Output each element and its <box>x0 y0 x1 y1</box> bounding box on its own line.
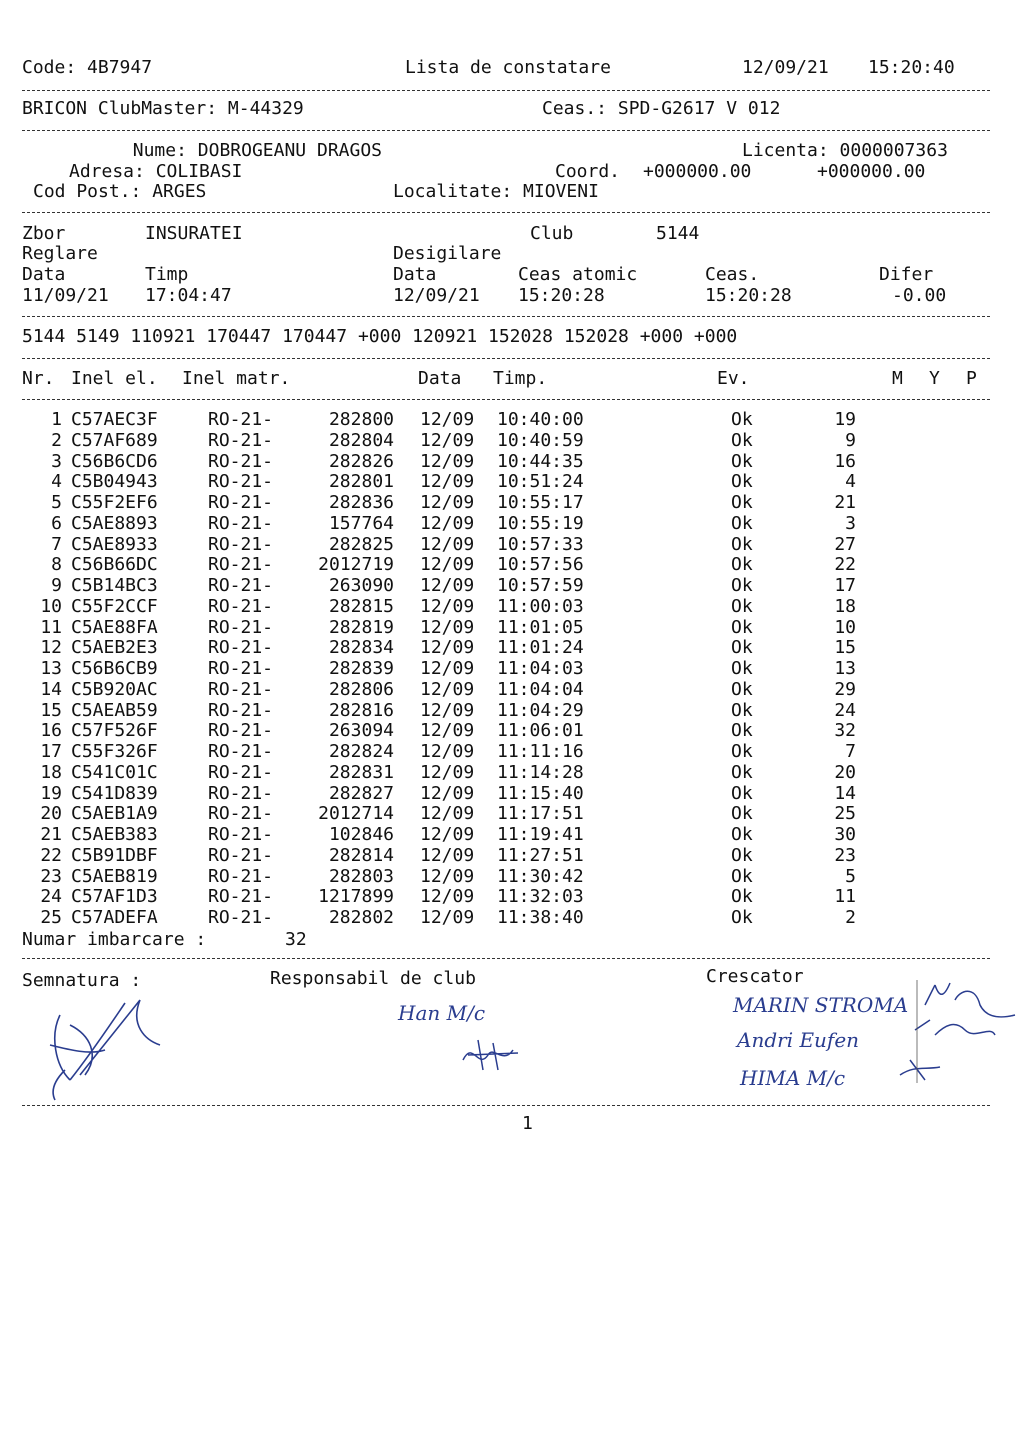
sequence-value: 15 <box>834 637 856 659</box>
arrival-date: 12/09 <box>420 471 475 493</box>
arrival-date: 12/09 <box>420 782 475 804</box>
arrival-date: 12/09 <box>420 492 475 513</box>
ring-number: 282839 <box>328 658 394 679</box>
ring-electronic: C57AF1D3 <box>71 886 158 908</box>
arrival-time: 11:15:40 <box>497 782 584 804</box>
ring-number: 282819 <box>328 616 394 638</box>
col-inel-matr: Inel matr. <box>182 368 291 389</box>
row-number: 4 <box>51 471 62 493</box>
ring-number: 282824 <box>328 741 394 762</box>
ring-prefix: RO-21- <box>208 678 274 700</box>
ring-electronic: C57AF689 <box>71 429 158 451</box>
row-number: 2 <box>51 429 62 451</box>
ring-electronic: C57F526F <box>71 720 158 742</box>
col-p: P <box>966 368 977 389</box>
arrival-time: 11:14:28 <box>497 761 584 783</box>
ring-number: 282834 <box>328 637 394 659</box>
breeder-signature-scribble <box>895 975 1020 1085</box>
ring-prefix: RO-21- <box>208 803 274 825</box>
event-status: Ok <box>731 637 753 659</box>
ring-prefix: RO-21- <box>208 699 274 721</box>
arrival-time: 11:06:01 <box>497 720 584 742</box>
document-time: 15:20:40 <box>868 57 955 78</box>
table-row <box>0 576 1024 597</box>
coord-y: +000000.00 <box>817 161 926 182</box>
clock-time: 15:20:28 <box>705 285 792 306</box>
col-timp: Timp. <box>493 368 548 389</box>
header-data: Data <box>22 264 66 285</box>
zbor-label: Zbor <box>22 223 66 244</box>
table-row <box>0 784 1024 805</box>
coord-label: Coord. <box>555 161 621 182</box>
clock-id: Ceas.: SPD-G2617 V 012 <box>542 98 781 119</box>
ring-prefix: RO-21- <box>208 886 274 908</box>
ring-number: 102846 <box>328 824 394 845</box>
event-status: Ok <box>731 886 753 908</box>
event-status: Ok <box>731 678 753 700</box>
ring-number: 282804 <box>328 429 394 451</box>
ring-electronic: C5B14BC3 <box>71 575 158 596</box>
boarding-label: Numar imbarcare : <box>22 929 207 950</box>
arrival-date: 12/09 <box>420 409 475 430</box>
event-status: Ok <box>731 409 753 430</box>
ring-number: 282827 <box>328 782 394 804</box>
table-row <box>0 867 1024 888</box>
arrival-date: 12/09 <box>420 678 475 700</box>
reglare-date: 11/09/21 <box>22 285 109 306</box>
ring-electronic: C5AE8893 <box>71 512 158 534</box>
club-value: 5144 <box>656 223 700 244</box>
arrival-time: 11:17:51 <box>497 803 584 825</box>
ring-number: 2012719 <box>318 554 394 576</box>
ring-prefix: RO-21- <box>208 533 274 555</box>
event-status: Ok <box>731 595 753 617</box>
row-number: 1 <box>51 409 62 430</box>
ring-electronic: C57AEC3F <box>71 409 158 430</box>
reglare-time: 17:04:47 <box>145 285 232 306</box>
row-number: 21 <box>40 824 62 845</box>
sequence-value: 11 <box>834 886 856 908</box>
responsible-label: Responsabil de club <box>270 968 476 989</box>
table-row <box>0 742 1024 763</box>
event-status: Ok <box>731 554 753 576</box>
ring-electronic: C5AEB2E3 <box>71 637 158 659</box>
ring-number: 282814 <box>328 844 394 866</box>
ring-number: 263094 <box>328 720 394 742</box>
table-row <box>0 887 1024 908</box>
ring-electronic: C5B04943 <box>71 471 158 493</box>
row-number: 15 <box>40 699 62 721</box>
ring-number: 282826 <box>328 450 394 472</box>
club-system: BRICON ClubMaster: M-44329 <box>22 98 304 119</box>
ring-number: 157764 <box>328 512 394 534</box>
signature-label: Semnatura : <box>22 970 142 991</box>
reglare-label: Reglare <box>22 243 98 264</box>
arrival-time: 10:40:59 <box>497 429 584 451</box>
row-number: 20 <box>40 803 62 825</box>
ring-number: 282836 <box>328 492 394 513</box>
ring-number: 2012714 <box>318 803 394 825</box>
arrival-date: 12/09 <box>420 429 475 451</box>
ring-electronic: C541D839 <box>71 782 158 804</box>
ring-electronic: C56B66DC <box>71 554 158 576</box>
sequence-value: 4 <box>845 471 856 493</box>
event-status: Ok <box>731 844 753 866</box>
ring-prefix: RO-21- <box>208 720 274 742</box>
ring-prefix: RO-21- <box>208 429 274 451</box>
table-row <box>0 535 1024 556</box>
row-number: 23 <box>40 865 62 887</box>
table-row <box>0 431 1024 452</box>
sequence-value: 23 <box>834 844 856 866</box>
arrival-date: 12/09 <box>420 761 475 783</box>
event-status: Ok <box>731 720 753 742</box>
ring-number: 282831 <box>328 761 394 783</box>
ring-electronic: C5AEB383 <box>71 824 158 845</box>
separator <box>22 399 990 400</box>
row-number: 3 <box>51 450 62 472</box>
header-timp: Timp <box>145 264 189 285</box>
ring-number: 1217899 <box>318 886 394 908</box>
event-status: Ok <box>731 761 753 783</box>
ring-prefix: RO-21- <box>208 637 274 659</box>
sequence-value: 17 <box>834 575 856 596</box>
ring-electronic: C5AEB819 <box>71 865 158 887</box>
row-number: 13 <box>40 658 62 679</box>
sequence-value: 10 <box>834 616 856 638</box>
col-nr: Nr. <box>22 368 55 389</box>
event-status: Ok <box>731 533 753 555</box>
arrival-date: 12/09 <box>420 616 475 638</box>
arrival-time: 10:44:35 <box>497 450 584 472</box>
arrival-date: 12/09 <box>420 699 475 721</box>
row-number: 22 <box>40 844 62 866</box>
arrival-time: 11:01:05 <box>497 616 584 638</box>
table-row <box>0 452 1024 473</box>
arrival-time: 11:19:41 <box>497 824 584 845</box>
arrival-date: 12/09 <box>420 803 475 825</box>
ring-prefix: RO-21- <box>208 616 274 638</box>
ring-electronic: C541C01C <box>71 761 158 783</box>
document-date: 12/09/21 <box>742 57 829 78</box>
table-row <box>0 514 1024 535</box>
table-row <box>0 618 1024 639</box>
row-number: 9 <box>51 575 62 596</box>
ring-prefix: RO-21- <box>208 512 274 534</box>
event-status: Ok <box>731 699 753 721</box>
sequence-value: 24 <box>834 699 856 721</box>
owner-license: Licenta: 0000007363 <box>742 140 948 161</box>
breeder-signature-line3: HIMA M/c <box>740 1066 846 1090</box>
separator <box>22 1105 990 1106</box>
ring-electronic: C5AE88FA <box>71 616 158 638</box>
atomic-time: 15:20:28 <box>518 285 605 306</box>
table-row <box>0 472 1024 493</box>
row-number: 25 <box>40 907 62 928</box>
ring-electronic: C55F2CCF <box>71 595 158 617</box>
arrival-time: 10:55:19 <box>497 512 584 534</box>
ring-prefix: RO-21- <box>208 865 274 887</box>
sequence-value: 22 <box>834 554 856 576</box>
arrival-time: 11:32:03 <box>497 886 584 908</box>
responsible-signature-text: Han M/c <box>398 1001 486 1025</box>
arrival-time: 11:30:42 <box>497 865 584 887</box>
sequence-value: 29 <box>834 678 856 700</box>
separator <box>22 958 990 959</box>
row-number: 16 <box>40 720 62 742</box>
arrival-time: 11:27:51 <box>497 844 584 866</box>
row-number: 7 <box>51 533 62 555</box>
breeder-label: Crescator <box>706 966 804 987</box>
table-row <box>0 701 1024 722</box>
arrival-time: 11:11:16 <box>497 741 584 762</box>
row-number: 8 <box>51 554 62 576</box>
ring-prefix: RO-21- <box>208 824 274 845</box>
separator <box>22 90 990 91</box>
row-number: 10 <box>40 595 62 617</box>
sequence-value: 18 <box>834 595 856 617</box>
ring-number: 282801 <box>328 471 394 493</box>
ring-electronic: C5B91DBF <box>71 844 158 866</box>
ring-electronic: C56B6CD6 <box>71 450 158 472</box>
ring-prefix: RO-21- <box>208 492 274 513</box>
sequence-value: 19 <box>834 409 856 430</box>
row-number: 18 <box>40 761 62 783</box>
header-difer: Difer <box>879 264 934 285</box>
col-ev: Ev. <box>717 368 750 389</box>
arrival-time: 10:51:24 <box>497 471 584 493</box>
table-row <box>0 846 1024 867</box>
ring-electronic: C5AEB1A9 <box>71 803 158 825</box>
sequence-value: 9 <box>845 429 856 451</box>
zbor-value: INSURATEI <box>145 223 243 244</box>
arrival-date: 12/09 <box>420 575 475 596</box>
arrival-date: 12/09 <box>420 865 475 887</box>
separator <box>22 358 990 359</box>
header-ceas-atomic: Ceas atomic <box>518 264 638 285</box>
code-line: 5144 5149 110921 170447 170447 +000 120921 152028 152028 +000 +000 <box>22 326 738 347</box>
arrival-time: 11:01:24 <box>497 637 584 659</box>
arrival-date: 12/09 <box>420 720 475 742</box>
ring-electronic: C55F326F <box>71 741 158 762</box>
sequence-value: 25 <box>834 803 856 825</box>
ring-prefix: RO-21- <box>208 761 274 783</box>
arrival-time: 11:04:04 <box>497 678 584 700</box>
row-number: 11 <box>40 616 62 638</box>
arrival-date: 12/09 <box>420 512 475 534</box>
ring-prefix: RO-21- <box>208 450 274 472</box>
arrival-time: 10:55:17 <box>497 492 584 513</box>
ring-number: 282802 <box>328 907 394 928</box>
ring-number: 282803 <box>328 865 394 887</box>
row-number: 24 <box>40 886 62 908</box>
ring-electronic: C5AEAB59 <box>71 699 158 721</box>
event-status: Ok <box>731 616 753 638</box>
arrival-time: 10:57:56 <box>497 554 584 576</box>
arrival-date: 12/09 <box>420 844 475 866</box>
arrival-time: 10:57:59 <box>497 575 584 596</box>
header-data: Data <box>393 264 437 285</box>
event-status: Ok <box>731 450 753 472</box>
table-row <box>0 721 1024 742</box>
row-number: 5 <box>51 492 62 513</box>
ring-prefix: RO-21- <box>208 782 274 804</box>
table-row <box>0 908 1024 929</box>
ring-prefix: RO-21- <box>208 409 274 430</box>
ring-number: 282816 <box>328 699 394 721</box>
ring-prefix: RO-21- <box>208 658 274 679</box>
sequence-value: 21 <box>834 492 856 513</box>
separator <box>22 316 990 317</box>
owner-name: Nume: DOBROGEANU DRAGOS <box>132 140 382 161</box>
desigilare-label: Desigilare <box>393 243 502 264</box>
event-status: Ok <box>731 741 753 762</box>
row-number: 6 <box>51 512 62 534</box>
arrival-date: 12/09 <box>420 554 475 576</box>
ring-number: 263090 <box>328 575 394 596</box>
sequence-value: 5 <box>845 865 856 887</box>
event-status: Ok <box>731 782 753 804</box>
page-number: 1 <box>522 1113 533 1134</box>
arrival-time: 10:40:00 <box>497 409 584 430</box>
breeder-signature-line1: MARIN STROMA <box>733 993 909 1017</box>
arrival-date: 12/09 <box>420 450 475 472</box>
breeder-signature-line2: Andri Eufen <box>737 1028 860 1052</box>
sequence-value: 27 <box>834 533 856 555</box>
arrival-date: 12/09 <box>420 824 475 845</box>
event-status: Ok <box>731 471 753 493</box>
arrival-date: 12/09 <box>420 533 475 555</box>
arrival-time: 10:57:33 <box>497 533 584 555</box>
arrival-date: 12/09 <box>420 907 475 928</box>
arrival-date: 12/09 <box>420 595 475 617</box>
ring-prefix: RO-21- <box>208 844 274 866</box>
event-status: Ok <box>731 865 753 887</box>
row-number: 19 <box>40 782 62 804</box>
event-status: Ok <box>731 429 753 451</box>
ring-number: 282815 <box>328 595 394 617</box>
ring-prefix: RO-21- <box>208 741 274 762</box>
event-status: Ok <box>731 512 753 534</box>
arrival-time: 11:04:29 <box>497 699 584 721</box>
col-inel-el: Inel el. <box>71 368 158 389</box>
sequence-value: 2 <box>845 907 856 928</box>
signature-scribble <box>30 995 180 1105</box>
ring-electronic: C5B920AC <box>71 678 158 700</box>
sequence-value: 3 <box>845 512 856 534</box>
difference-value: -0.00 <box>892 285 947 306</box>
desigilare-date: 12/09/21 <box>393 285 480 306</box>
boarding-value: 32 <box>285 929 307 950</box>
owner-address: Adresa: COLIBASI <box>69 161 243 182</box>
separator <box>22 130 990 131</box>
row-number: 12 <box>40 637 62 659</box>
club-label: Club <box>530 223 574 244</box>
event-status: Ok <box>731 803 753 825</box>
arrival-time: 11:00:03 <box>497 595 584 617</box>
ring-prefix: RO-21- <box>208 575 274 596</box>
ring-prefix: RO-21- <box>208 554 274 576</box>
table-row <box>0 804 1024 825</box>
ring-electronic: C55F2EF6 <box>71 492 158 513</box>
event-status: Ok <box>731 824 753 845</box>
sequence-value: 13 <box>834 658 856 679</box>
separator <box>22 212 990 213</box>
table-row <box>0 597 1024 618</box>
table-row <box>0 763 1024 784</box>
event-status: Ok <box>731 492 753 513</box>
arrival-time: 11:04:03 <box>497 658 584 679</box>
header-ceas: Ceas. <box>705 264 760 285</box>
ring-electronic: C5AE8933 <box>71 533 158 555</box>
ring-electronic: C57ADEFA <box>71 907 158 928</box>
event-status: Ok <box>731 575 753 596</box>
col-data: Data <box>418 368 462 389</box>
arrival-date: 12/09 <box>420 658 475 679</box>
table-row <box>0 659 1024 680</box>
event-status: Ok <box>731 658 753 679</box>
col-y: Y <box>929 368 940 389</box>
owner-postcode: Cod Post.: ARGES <box>33 181 207 202</box>
ring-number: 282825 <box>328 533 394 555</box>
sequence-value: 20 <box>834 761 856 783</box>
document-code: Code: 4B7947 <box>22 57 153 78</box>
table-row <box>0 638 1024 659</box>
arrival-date: 12/09 <box>420 741 475 762</box>
ring-prefix: RO-21- <box>208 471 274 493</box>
ring-number: 282800 <box>328 409 394 430</box>
table-row <box>0 410 1024 431</box>
sequence-value: 30 <box>834 824 856 845</box>
responsible-initials <box>458 1035 528 1075</box>
sequence-value: 16 <box>834 450 856 472</box>
row-number: 14 <box>40 678 62 700</box>
arrival-date: 12/09 <box>420 886 475 908</box>
document-title: Lista de constatare <box>405 57 611 78</box>
ring-prefix: RO-21- <box>208 595 274 617</box>
table-row <box>0 825 1024 846</box>
coord-x: +000000.00 <box>643 161 752 182</box>
ring-electronic: C56B6CB9 <box>71 658 158 679</box>
ring-prefix: RO-21- <box>208 907 274 928</box>
table-row <box>0 680 1024 701</box>
event-status: Ok <box>731 907 753 928</box>
table-row <box>0 555 1024 576</box>
table-row <box>0 493 1024 514</box>
arrival-date: 12/09 <box>420 637 475 659</box>
sequence-value: 7 <box>845 741 856 762</box>
row-number: 17 <box>40 741 62 762</box>
owner-locality: Localitate: MIOVENI <box>393 181 599 202</box>
col-m: M <box>892 368 903 389</box>
ring-number: 282806 <box>328 678 394 700</box>
sequence-value: 14 <box>834 782 856 804</box>
sequence-value: 32 <box>834 720 856 742</box>
arrival-time: 11:38:40 <box>497 907 584 928</box>
